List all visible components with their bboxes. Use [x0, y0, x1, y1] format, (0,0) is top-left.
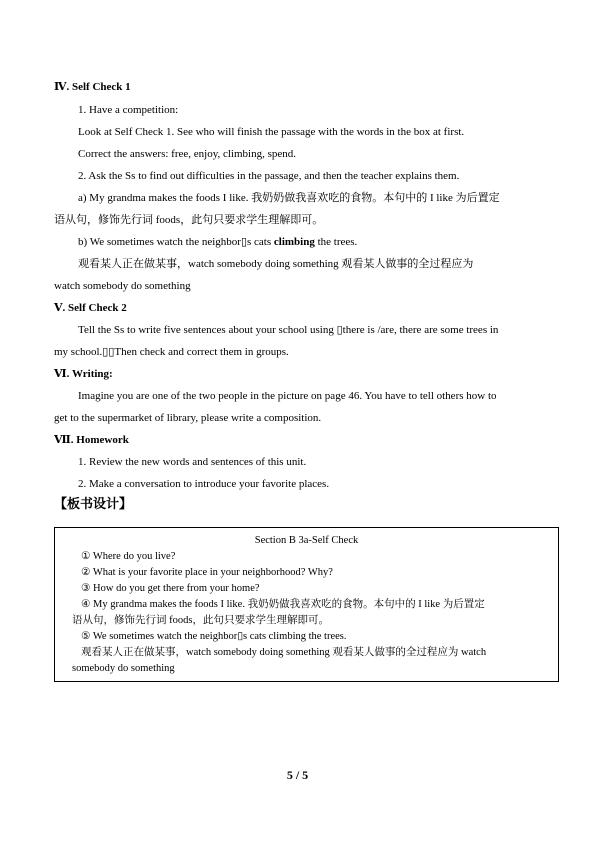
board-line: ① Where do you live?: [81, 551, 176, 562]
board-design-heading: 【板书设计】: [54, 497, 133, 512]
board-line: ② What is your favorite place in your neighborhood? Why?: [81, 567, 333, 578]
bold-word: climbing: [273, 236, 315, 248]
text-line: 1. Have a competition:: [78, 104, 179, 116]
text-line: 语从句，修饰先行词 foods，此句只要求学生理解即可。: [54, 214, 324, 226]
text-segment: the trees.: [314, 236, 358, 248]
board-line: ④ My grandma makes the foods I like. 我奶奶做我喜欢吃的食物。本句中的 I like 为后置定: [81, 599, 485, 610]
text-line: 观看某人正在做某事，watch somebody doing something 观看某人做事的全过程应为: [78, 258, 474, 270]
text-line: a) My grandma makes the foods I like. 我奶奶做我喜欢吃的食物。本句中的 I like 为后置定: [78, 192, 500, 204]
text-segment: b) We sometimes watch the neighbor▯s cats: [78, 236, 274, 248]
text-line: Imagine you are one of the two people in the picture on page 46. You have to tell others how to: [78, 390, 497, 402]
text-line: my school.▯▯Then check and correct them in groups.: [54, 346, 289, 358]
board-line: 语从句，修饰先行词 foods，此句只要求学生理解即可。: [72, 615, 329, 626]
text-line: 1. Review the new words and sentences of this unit.: [78, 456, 307, 468]
text-line: 2. Make a conversation to introduce your favorite places.: [78, 478, 330, 490]
board-line: ③ How do you get there from your home?: [81, 583, 260, 594]
text-line: get to the supermarket of library, please write a composition.: [54, 412, 322, 424]
section-writing-heading: Ⅵ. Writing:: [54, 368, 113, 380]
section-self-check-1-heading: Ⅳ. Self Check 1: [54, 81, 131, 93]
board-box-title: Section B 3a-Self Check: [254, 535, 359, 546]
section-homework-heading: Ⅶ. Homework: [54, 434, 129, 446]
board-line: 观看某人正在做某事，watch somebody doing something 观看某人做事的全过程应为 watch: [81, 647, 487, 658]
section-self-check-2-heading: Ⅴ. Self Check 2: [54, 302, 127, 314]
text-line: Correct the answers: free, enjoy, climbing, spend.: [78, 148, 296, 160]
text-line: Tell the Ss to write five sentences about your school using ▯there is /are, there are some trees in: [78, 324, 499, 336]
text-line: Look at Self Check 1. See who will finish the passage with the words in the box at first.: [78, 126, 465, 138]
page-number: 5 / 5: [286, 768, 309, 782]
board-design-box: [54, 527, 559, 682]
board-line: ⑤ We sometimes watch the neighbor▯s cats climbing the trees.: [81, 631, 347, 642]
text-line: 2. Ask the Ss to find out difficulties in the passage, and then the teacher explains them.: [78, 170, 460, 182]
text-line: [78, 235, 357, 249]
text-line: watch somebody do something: [54, 280, 191, 292]
board-line: somebody do something: [72, 663, 175, 674]
